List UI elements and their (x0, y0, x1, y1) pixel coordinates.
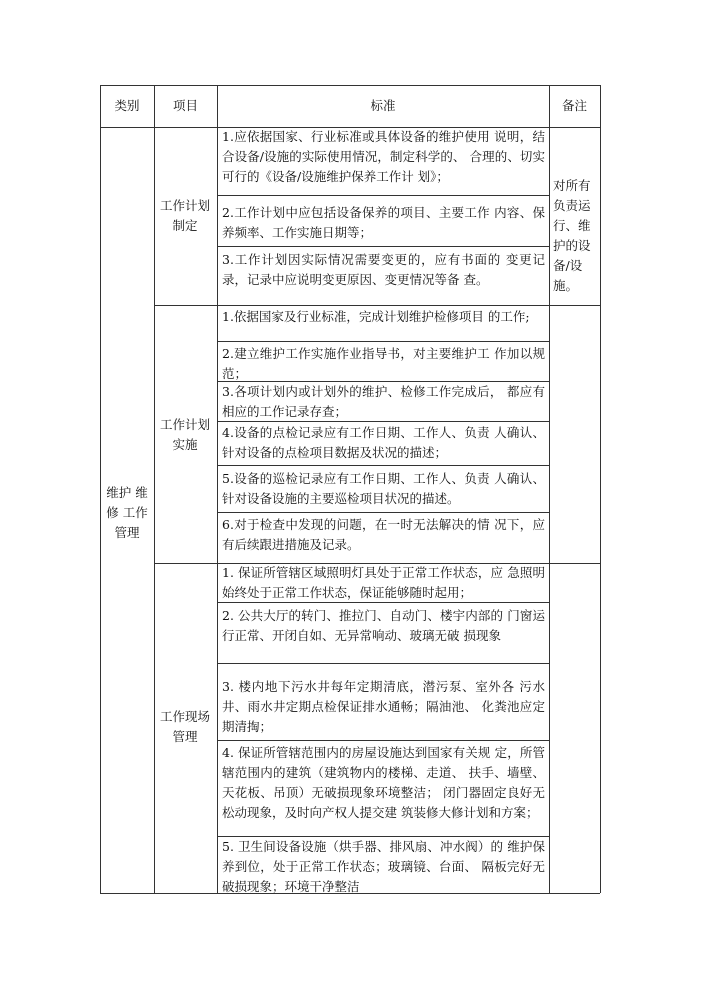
standard-item: 2. 公共大厅的转门、推拉门、自动门、楼宇内部的 门窗运行正常、开闭自如、无异常响动、玻璃无破 损现象 (222, 608, 545, 643)
row-divider (217, 465, 549, 466)
section-name: 工作计划实施 (160, 417, 211, 452)
standard-item: 5. 卫生间设备设施（烘手器、排风扇、冲水阀）的 维护保养到位，处于正常工作状态；玻璃镜、台面、 隔板完好无破损现象；环境干净整洁 (222, 839, 545, 894)
row-divider (217, 246, 549, 247)
column-divider (549, 85, 550, 893)
header-category: 类别 (114, 98, 140, 113)
standard-item: 2.工作计划中应包括设备保养的项目、主要工作 内容、保养频率、工作实施日期等； (222, 205, 545, 240)
header-standard: 标准 (370, 98, 396, 113)
standard-item: 2.建立维护工作实施作业指导书，对主要维护工 作加以规范； (222, 346, 545, 381)
standard-item: 1.依据国家及行业标准，完成计划维护检修项目 的工作; (222, 309, 530, 324)
standard-item: 1. 保证所管辖区域照明灯具处于正常工作状态，应 急照明始终处于正常工作状态，保证能够随时起用； (222, 565, 545, 600)
header-item: 项目 (172, 98, 198, 113)
category-name: 维护 维修 工作管理 (106, 485, 148, 540)
header-remark: 备注 (561, 98, 587, 113)
standard-item: 1.应依据国家、行业标准或具体设备的维护使用 说明，结合设备/设施的实际使用情况，制定科学的、 合理的、切实可行的《设备/设施维护保养工作计 划》； (222, 129, 545, 184)
standard-item: 4.设备的点检记录应有工作日期、工作人、负责 人确认、针对设备的点检项目数据及状况的描述； (222, 425, 545, 460)
section-name: 工作计划制定 (160, 198, 211, 233)
standard-item: 3.工作计划因实际情况需要变更的，应有书面的 变更记录，记录中应说明变更原因、变更情况等备 查。 (222, 252, 545, 287)
row-divider (217, 195, 549, 196)
row-divider (217, 341, 549, 342)
section-divider (154, 305, 600, 306)
table-top-border (100, 85, 600, 86)
table-left-border (100, 85, 101, 893)
section-name: 工作现场管理 (160, 709, 211, 744)
row-divider (217, 663, 549, 664)
standard-item: 4. 保证所管辖范围内的房屋设施达到国家有关规 定，所管辖范围内的建筑（建筑物内的楼梯、走道、 扶手、墙壁、天花板、吊顶）无破损现象环境整洁； 闭门器固定良好无松动现象，及时向产权人提交建 筑装修大修计划和方案； (222, 745, 545, 820)
column-divider (154, 85, 155, 893)
standard-item: 5.设备的巡检记录应有工作日期、工作人、负责 人确认、针对设备设施的主要巡检项目状况的描述。 (222, 471, 545, 506)
standard-item: 3. 楼内地下污水井每年定期清底，潜污泵、室外各 污水井、雨水井定期点检保证排水通畅；隔油池、 化粪池应定期清掏； (222, 679, 545, 734)
table-right-border (600, 85, 601, 893)
standard-item: 3.各项计划内或计划外的维护、检修工作完成后， 都应有相应的工作记录存查； (222, 384, 545, 419)
row-divider (217, 740, 549, 741)
standard-item: 6.对于检查中发现的问题，在一时无法解决的情 况下，应有后续跟进措施及记录。 (222, 517, 545, 552)
section-remark: 对所有负责运行、维护的设备/设施。 (553, 178, 591, 293)
row-divider (217, 512, 549, 513)
